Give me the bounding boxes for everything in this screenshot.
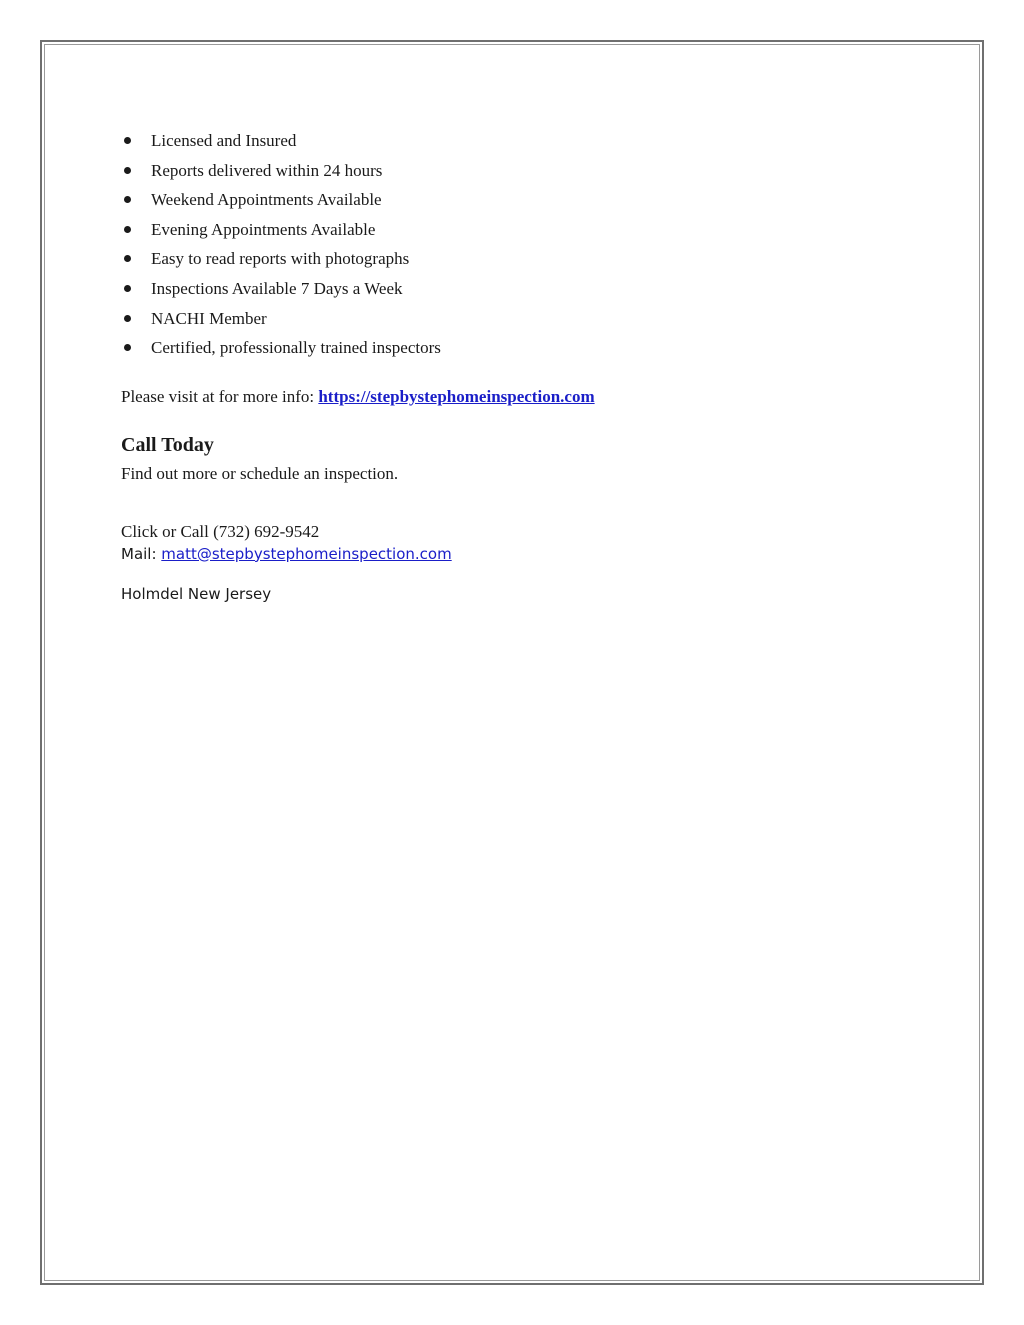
phone-line: Click or Call (732) 692-9542 [121,521,320,541]
mail-label: Mail: [121,544,162,563]
call-today-heading: Call Today [121,433,214,456]
list-item [121,215,941,245]
list-item [121,274,941,304]
bullet-icon [124,285,131,292]
email-link[interactable]: matt@stepbystephomeinspection.com [161,544,452,563]
list-item [121,244,941,274]
features-list [121,126,941,363]
bullet-icon [124,137,131,144]
bullet-icon [124,196,131,203]
feature-text: Reports delivered within 24 hours [151,160,383,180]
mail-line [121,544,941,564]
feature-text: Easy to read reports with photographs [151,249,410,269]
call-today-subline: Find out more or schedule an inspection. [121,463,399,483]
list-item [121,126,941,156]
location-text: Holmdel New Jersey [121,584,272,603]
feature-text: Licensed and Insured [151,131,297,150]
feature-text: Evening Appointments Available [151,219,376,239]
feature-text: Inspections Available 7 Days a Week [151,278,403,298]
list-item [121,185,941,215]
bullet-icon [124,226,131,233]
bullet-icon [124,315,131,322]
website-link[interactable]: https://stepbystephomeinspection.com [318,386,595,406]
bullet-icon [124,255,131,262]
bullet-icon [124,344,131,351]
list-item [121,333,941,363]
visit-line [121,385,941,409]
list-item [121,156,941,186]
bullet-icon [124,167,131,174]
visit-prefix: Please visit at for more info: [121,386,319,406]
feature-text: Certified, professionally trained inspectors [151,338,441,358]
feature-text: NACHI Member [151,308,267,328]
document-content [121,126,941,604]
list-item [121,304,941,334]
feature-text: Weekend Appointments Available [151,190,382,210]
